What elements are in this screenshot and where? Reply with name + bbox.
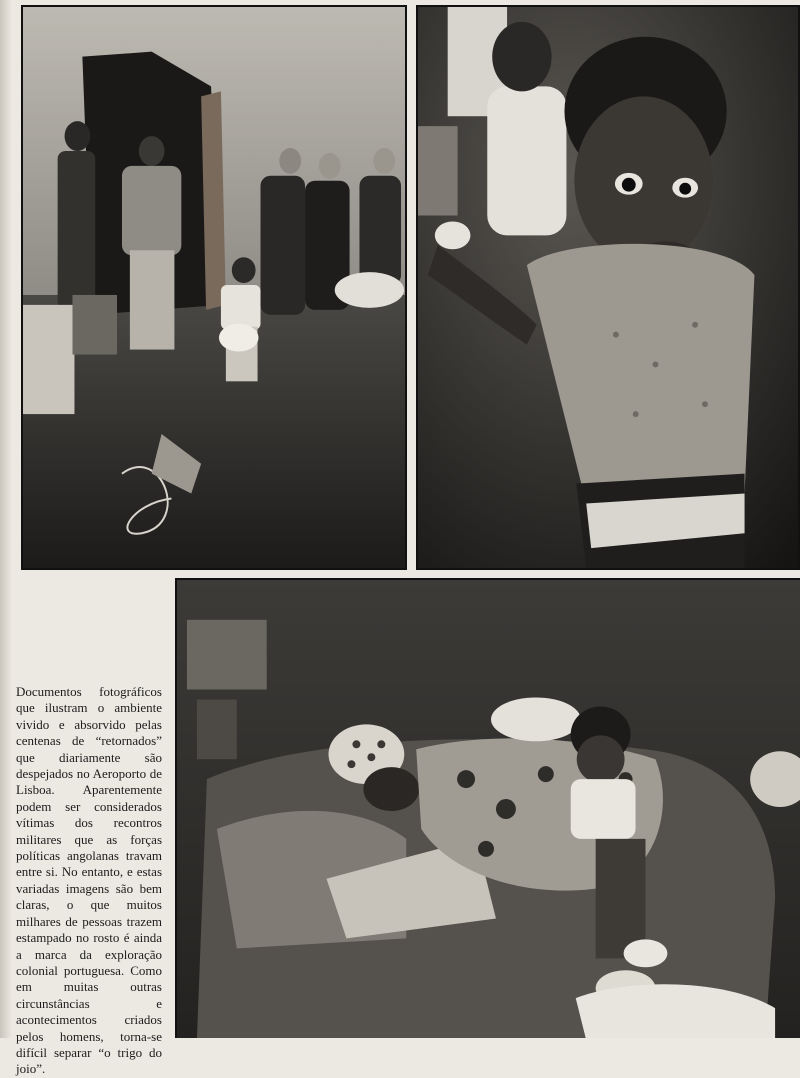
photo-sleeping-woman-child-image	[177, 580, 800, 1038]
photo-child-portrait-image	[418, 7, 798, 568]
photo-sleeping-woman-child	[175, 578, 800, 1038]
photo-child-portrait	[416, 5, 800, 570]
page-gutter-shadow	[0, 0, 12, 1038]
photo-returnees-at-wall	[21, 5, 407, 570]
photo-caption-text: Documentos fotográficos que ilustram o ambiente vivido e absorvido pelas centenas de “retornados” que diariamente são despejados no Aeroporto de Lisboa. Aparentemente podem ser considerados vítimas dos recontros militares que as forças políticas angolanas travam entre si. No entanto, e estas variadas imagens são bem claras, o que muitos milhares de pessoas trazem estampado no rosto é ainda a marca da exploração colonial portuguesa. Como em muitas outras circunstâncias e acontecimentos criados pelos homens, torna-se difícil separar “o trigo do joio”.	[16, 684, 162, 1077]
photo-returnees-at-wall-image	[23, 7, 405, 568]
